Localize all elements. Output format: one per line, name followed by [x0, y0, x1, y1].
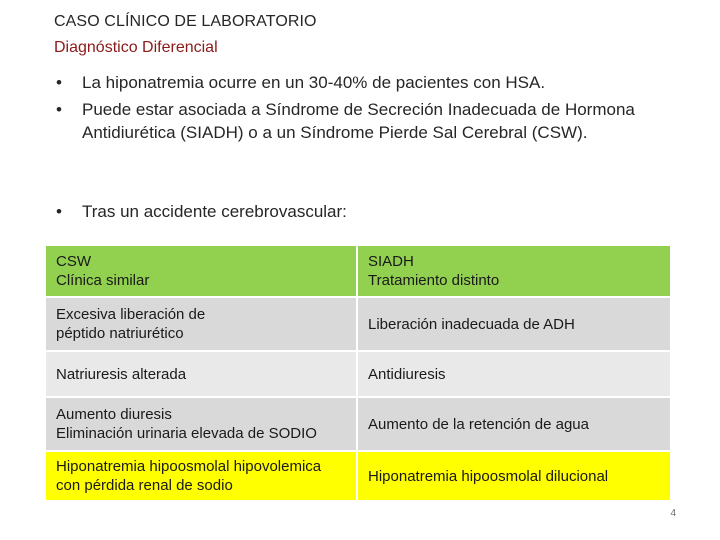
page-number: 4	[670, 508, 676, 519]
bullet-item	[56, 98, 676, 144]
cell-line: Aumento de la retención de agua	[368, 415, 589, 433]
comparison-table	[46, 246, 670, 500]
cell-line: Aumento diuresis	[56, 406, 172, 423]
table-header-siadh	[358, 246, 670, 296]
bullet-dot-icon: •	[56, 100, 62, 119]
table-cell-csw	[46, 298, 358, 350]
slide-title: CASO CLÍNICO DE LABORATORIO	[54, 13, 317, 30]
table-cell-siadh	[358, 398, 670, 450]
bullet-list	[56, 71, 676, 148]
cell-line: CSW	[56, 253, 91, 270]
cell-line: SIADH	[368, 253, 414, 270]
slide-subtitle: Diagnóstico Diferencial	[54, 39, 218, 56]
bullet-item	[56, 71, 676, 94]
table-header-csw	[46, 246, 358, 296]
bullet-dot-icon: •	[56, 202, 62, 221]
cell-line: Clínica similar	[56, 272, 150, 289]
bullet-text: Puede estar asociada a Síndrome de Secreción Inadecuada de Hormona Antidiurética (SIADH) o a un Síndrome Pierde Sal Cerebral (CSW).	[82, 100, 635, 142]
bullet-dot-icon: •	[56, 73, 62, 92]
table-cell-siadh	[358, 298, 670, 350]
table-cell-csw	[46, 352, 358, 396]
bullet-text: La hiponatremia ocurre en un 30-40% de pacientes con HSA.	[82, 73, 546, 92]
cell-line: Natriuresis alterada	[56, 365, 187, 383]
table-cell-siadh-highlighted	[358, 452, 670, 500]
cell-line: Liberación inadecuada de ADH	[368, 315, 575, 333]
cell-line: péptido natriurético	[56, 325, 184, 342]
table-cell-csw	[46, 398, 358, 450]
cell-line: con pérdida renal de sodio	[56, 477, 233, 494]
cell-line: Excesiva liberación de	[56, 306, 206, 323]
table-cell-siadh	[358, 352, 670, 396]
slide-header	[54, 12, 317, 58]
cell-line: Hiponatremia hipoosmolal hipovolemica	[56, 458, 322, 475]
bullet-item-table-intro	[56, 200, 347, 223]
cell-line: Eliminación urinaria elevada de SODIO	[56, 425, 317, 442]
bullet-text: Tras un accidente cerebrovascular:	[82, 202, 347, 221]
cell-line: Hiponatremia hipoosmolal dilucional	[368, 467, 609, 485]
cell-line: Tratamiento distinto	[368, 272, 500, 289]
cell-line: Antidiuresis	[368, 365, 446, 383]
table-cell-csw-highlighted	[46, 452, 358, 500]
